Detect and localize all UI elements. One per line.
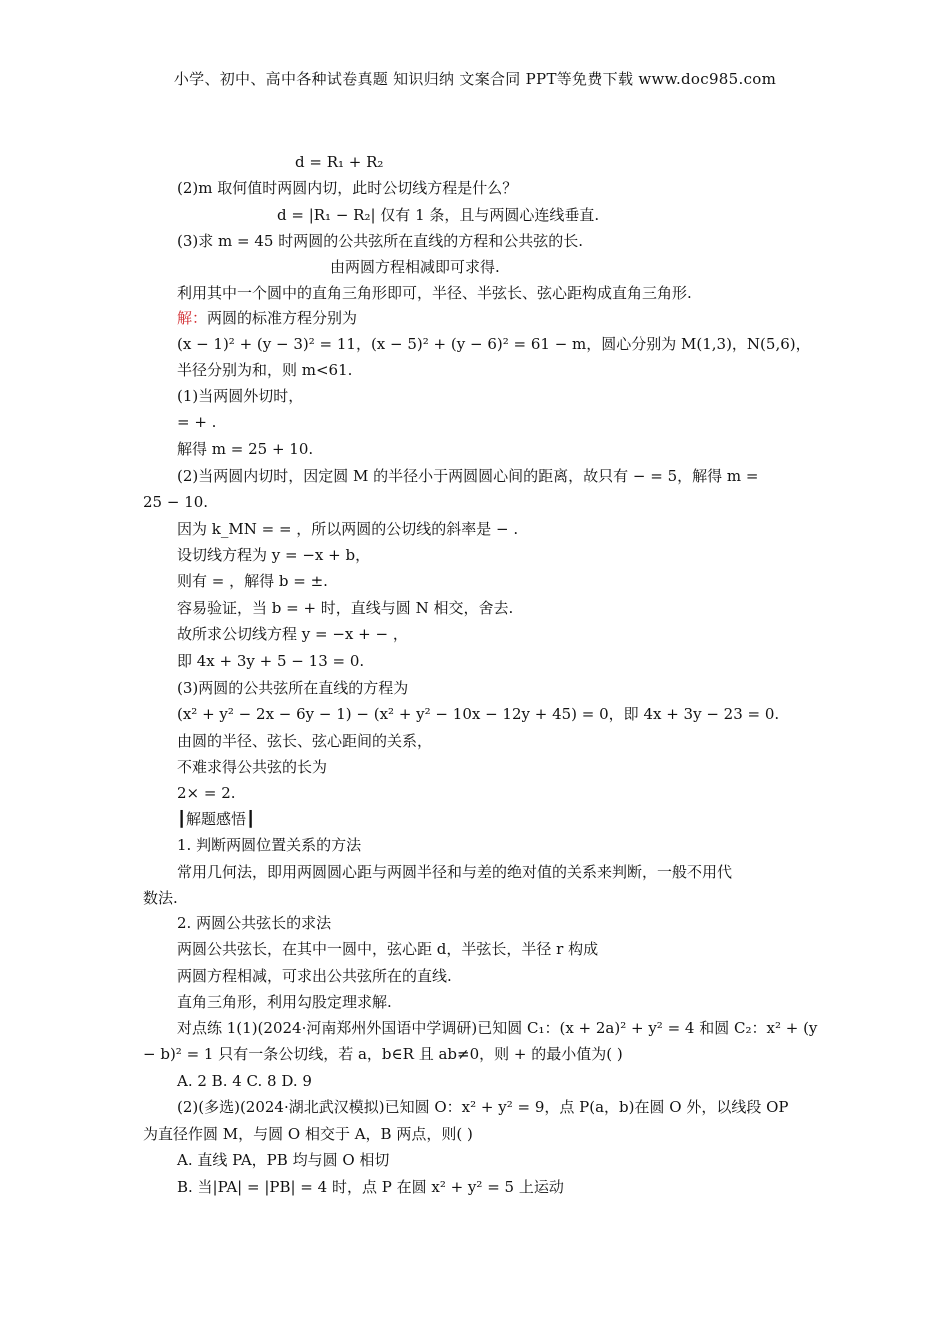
text-line: [277, 205, 599, 225]
line-text: 故所求公切线方程 y = −x + − ，: [177, 625, 408, 643]
line-text: 因为 k_MN = = ，所以两圆的公切线的斜率是 − .: [177, 520, 519, 538]
text-line: [177, 360, 352, 380]
line-text: 两圆的标准方程分别为: [207, 309, 358, 327]
solution-label: 解：: [177, 309, 208, 327]
line-text: − b)² = 1 只有一条公切线，若 a，b∈R 且 ab≠0，则 + 的最小值为( ): [143, 1045, 623, 1063]
text-line: [177, 386, 303, 406]
line-text: 1. 判断两圆位置关系的方法: [177, 836, 362, 854]
text-line: [143, 1044, 623, 1064]
line-text: 利用其中一个圆中的直角三角形即可，半径、半弦长、弦心距构成直角三角形.: [177, 284, 692, 302]
page-header: 小学、初中、高中各种试卷真题 知识归纳 文案合同 PPT等免费下载 www.doc985.com: [173, 70, 777, 88]
text-line: [177, 571, 328, 591]
line-text: 常用几何法，即用两圆圆心距与两圆半径和与差的绝对值的关系来判断，一般不用代: [177, 863, 733, 881]
text-line: [177, 178, 517, 198]
line-text: 解得 m = 25 + 10.: [177, 440, 314, 458]
text-line: [177, 913, 331, 933]
text-line: [177, 966, 452, 986]
line-text: (x² + y² − 2x − 6y − 1) − (x² + y² − 10x − 12y + 45) = 0，即 4x + 3y − 23 = 0.: [177, 705, 780, 723]
line-text: 对点练 1(1)(2024·河南郑州外国语中学调研)已知圆 C₁：(x + 2a)² + y² = 4 和圆 C₂：x² + (y: [177, 1019, 818, 1037]
line-text: 2× = 2.: [177, 784, 236, 802]
line-text: (3)求 m = 45 时两圆的公共弦所在直线的方程和公共弦的长.: [177, 232, 583, 250]
text-line: [177, 1177, 564, 1197]
text-line: [177, 283, 692, 303]
line-text: 即 4x + 3y + 5 − 13 = 0.: [177, 652, 365, 670]
line-text: d = R₁ + R₂: [295, 153, 384, 171]
line-text: = + .: [177, 413, 217, 431]
text-line: [177, 862, 732, 882]
line-text: (1)当两圆外切时，: [177, 387, 304, 405]
text-line: [177, 939, 598, 959]
text-line: [177, 412, 216, 432]
text-line: [295, 152, 383, 172]
text-line: [143, 888, 178, 908]
line-text: 两圆公共弦长，在其中一圆中，弦心距 d，半弦长，半径 r 构成: [177, 940, 599, 958]
line-text: 由圆的半径、弦长、弦心距间的关系，: [177, 732, 433, 750]
line-text: 25 − 10.: [143, 493, 209, 511]
line-text: 两圆方程相减，可求出公共弦所在的直线.: [177, 967, 452, 985]
text-line: [177, 1018, 817, 1038]
text-line: [177, 678, 408, 698]
line-text: (x − 1)² + (y − 3)² = 11，(x − 5)² + (y − 6)² = 61 − m，圆心分别为 M(1,3)，N(5,6)，: [177, 335, 811, 353]
line-text: ┃解题感悟┃: [177, 810, 256, 828]
text-line: [177, 1071, 312, 1091]
line-text: 由两圆方程相减即可求得.: [330, 258, 500, 276]
line-text: (3)两圆的公共弦所在直线的方程为: [177, 679, 409, 697]
line-text: 半径分别为和，则 m<61.: [177, 361, 353, 379]
line-text: 2. 两圆公共弦长的求法: [177, 914, 332, 932]
text-line: [177, 1150, 389, 1170]
text-line: [177, 1097, 788, 1117]
line-text: 则有 = ，解得 b = ±.: [177, 572, 328, 590]
text-line: [177, 439, 313, 459]
line-text: 直角三角形，利用勾股定理求解.: [177, 993, 392, 1011]
text-line: [177, 783, 236, 803]
text-line: [330, 257, 500, 277]
text-line: [177, 334, 811, 354]
text-line: [177, 992, 392, 1012]
line-text: (2)(多选)(2024·湖北武汉模拟)已知圆 O：x² + y² = 9，点 P(a，b)在圆 O 外，以线段 OP: [177, 1098, 789, 1116]
text-line: [177, 624, 408, 644]
line-text: A. 直线 PA，PB 均与圆 O 相切: [177, 1151, 390, 1169]
text-line: [143, 1124, 473, 1144]
text-line: [177, 466, 758, 486]
text-line: [177, 519, 518, 539]
line-text: 数法.: [143, 889, 178, 907]
line-text: 不难求得公共弦的长为: [177, 758, 328, 776]
line-text: (2)当两圆内切时，因定圆 M 的半径小于两圆圆心间的距离，故只有 − = 5，解得 m =: [177, 467, 759, 485]
text-line: [177, 598, 513, 618]
line-text: 为直径作圆 M，与圆 O 相交于 A，B 两点，则( ): [143, 1125, 473, 1143]
line-text: A. 2 B. 4 C. 8 D. 9: [177, 1072, 312, 1090]
text-line: [177, 835, 361, 855]
line-text: d = |R₁ − R₂| 仅有 1 条，且与两圆心连线垂直.: [277, 206, 600, 224]
text-line: [177, 704, 779, 724]
text-line: [177, 809, 255, 829]
line-text: 设切线方程为 y = −x + b，: [177, 546, 371, 564]
text-line: [177, 731, 432, 751]
text-line: [143, 492, 208, 512]
text-line: [177, 231, 583, 251]
text-line: [177, 757, 327, 777]
text-line: [177, 545, 370, 565]
line-text: (2)m 取何值时两圆内切，此时公切线方程是什么？: [177, 179, 518, 197]
text-line: [177, 651, 364, 671]
line-text: B. 当|PA| = |PB| = 4 时，点 P 在圆 x² + y² = 5 上运动: [177, 1178, 564, 1196]
line-text: 容易验证，当 b = + 时，直线与圆 N 相交，舍去.: [177, 599, 514, 617]
text-line: [177, 308, 357, 328]
